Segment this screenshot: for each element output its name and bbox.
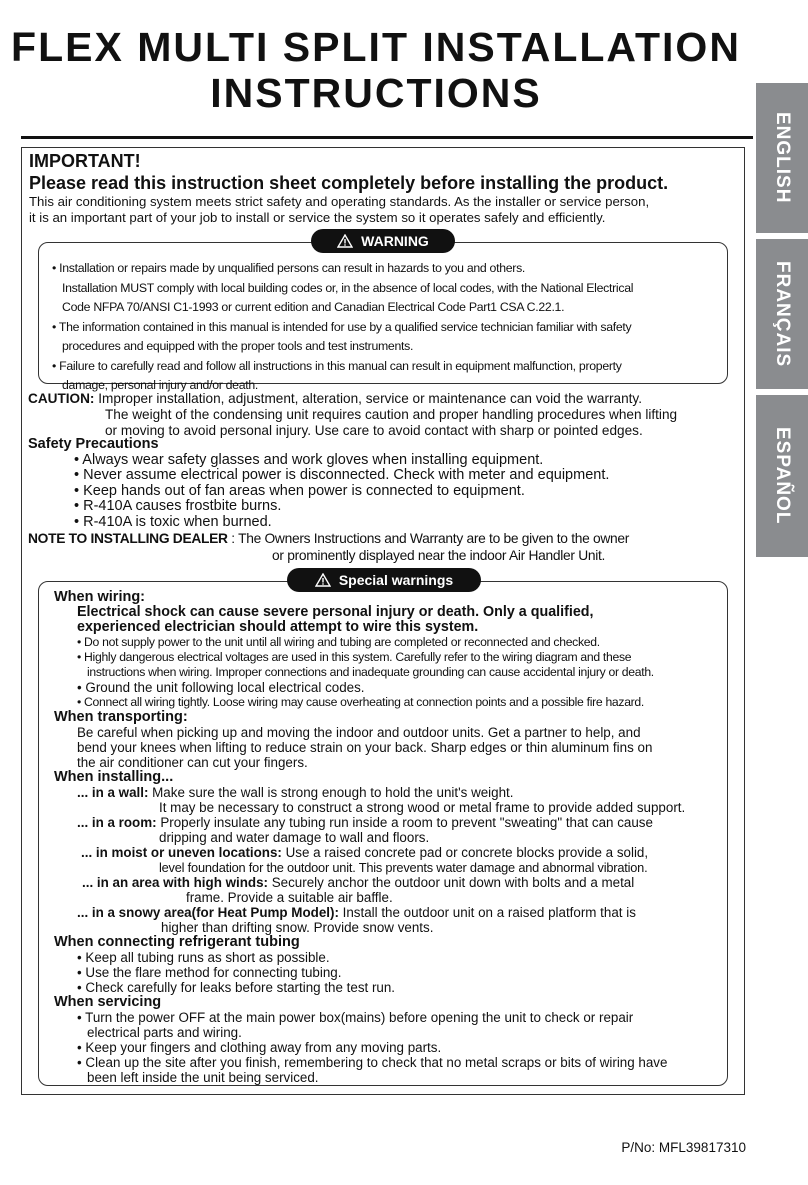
note-text: or prominently displayed near the indoor Air Handler Unit. [272, 548, 606, 563]
list-item: • R-410A causes frostbite burns. [74, 498, 282, 514]
list-item [52, 358, 724, 395]
warning-text: • Failure to carefully read and follow all instructions in this manual can result in equipment malfunction, property [52, 358, 622, 373]
title-rule [21, 136, 753, 139]
list-item: • Connect all wiring tightly. Loose wiring may cause overheating at connection points and a possible fire hazard. [77, 695, 644, 709]
install-text: Use a raised concrete pad or concrete blocks provide a solid, [281, 845, 649, 860]
install-item [54, 905, 726, 920]
list-item: • R-410A is toxic when burned. [74, 513, 272, 530]
section-heading: When transporting: [54, 709, 188, 725]
install-text: level foundation for the outdoor unit. This prevents water damage and abnormal vibration. [159, 860, 648, 875]
install-text: Properly insulate any tubing run inside a room to prevent "sweating" that can cause [156, 815, 653, 830]
wiring-subheading: Electrical shock can cause severe personal injury or death. Only a qualified, [77, 604, 594, 620]
list-item: • Keep your fingers and clothing away from any moving parts. [77, 1040, 442, 1055]
warning-label: WARNING [361, 233, 429, 249]
caution-label: CAUTION: [28, 391, 95, 406]
section-heading: When installing... [54, 769, 174, 785]
caution-text: Improper installation, adjustment, alteration, service or maintenance can void the warranty. [94, 391, 642, 406]
install-text: Securely anchor the outdoor unit down with bolts and a metal [268, 875, 635, 890]
list-item: • Keep all tubing runs as short as possible. [77, 950, 330, 965]
warning-text: damage, personal injury and/or death. [62, 378, 259, 392]
special-warnings-content [54, 590, 726, 1085]
paragraph-line: bend your knees when lifting to reduce strain on your back. Sharp edges or thin aluminum fins on [77, 740, 653, 755]
warning-text: Installation MUST comply with local building codes or, in the absence of local codes, with the National Electrical [62, 280, 634, 295]
section-heading: When servicing [54, 994, 162, 1010]
paragraph-line: Be careful when picking up and moving the indoor and outdoor units. Get a partner to help, and [77, 725, 641, 740]
warning-list [52, 260, 724, 397]
install-label: ... in an area with high winds: [82, 875, 268, 890]
wiring-subheading: experienced electrician should attempt to wire this system. [77, 619, 479, 635]
install-item [54, 815, 726, 830]
list-item: • Clean up the site after you finish, remembering to check that no metal scraps or bits of wiring have [77, 1055, 668, 1070]
safety-heading: Safety Precautions [28, 436, 159, 452]
tab-english[interactable]: ENGLISH [756, 83, 808, 233]
tab-francais[interactable]: FRANÇAIS [756, 239, 808, 389]
warning-text: • Installation or repairs made by unqualified persons can result in hazards to you and others. [52, 261, 526, 275]
paragraph-line: the air conditioner can cut your fingers. [77, 755, 308, 770]
list-item: electrical parts and wiring. [87, 1025, 242, 1040]
install-label: ... in a snowy area(for Heat Pump Model): [77, 905, 339, 920]
important-heading: IMPORTANT! [29, 151, 141, 171]
special-warnings-badge [287, 568, 481, 592]
caution-text: The weight of the condensing unit requires caution and proper handling procedures when lifting [105, 407, 678, 422]
page-title [0, 24, 752, 116]
install-label: ... in a room: [77, 815, 157, 830]
install-item [54, 845, 726, 860]
list-item: • Check carefully for leaks before starting the test run. [77, 980, 396, 995]
list-item: • Do not supply power to the unit until all wiring and tubing are completed or reconnected and checked. [77, 635, 600, 649]
list-item: • Never assume electrical power is disconnected. Check with meter and equipment. [74, 467, 610, 483]
section-heading: When wiring: [54, 589, 146, 605]
list-item [52, 260, 724, 317]
note-text: : The Owners Instructions and Warranty are to be given to the owner [227, 531, 630, 546]
caution-section [28, 391, 748, 439]
important-line: This air conditioning system meets strict safety and operating standards. As the installer or service person, [29, 194, 650, 209]
warning-triangle-icon [315, 573, 331, 587]
list-item: • Use the flare method for connecting tubing. [77, 965, 342, 980]
install-text: It may be necessary to construct a strong wood or metal frame to provide added support. [159, 800, 686, 815]
install-text: Make sure the wall is strong enough to hold the unit's weight. [148, 785, 514, 800]
install-item [54, 875, 726, 890]
install-item [54, 785, 726, 800]
warning-badge [311, 229, 455, 253]
list-item: instructions when wiring. Improper connections and inadequate grounding can cause accidental injury or death. [87, 665, 654, 679]
important-line: it is an important part of your job to install or service the system so it operates safely and efficiently. [29, 210, 606, 225]
install-text: Install the outdoor unit on a raised platform that is [338, 905, 636, 920]
warning-triangle-icon [337, 234, 353, 248]
list-item: • Keep hands out of fan areas when power is connected to equipment. [74, 482, 525, 499]
install-label: ... in moist or uneven locations: [81, 845, 282, 860]
section-heading: When connecting refrigerant tubing [54, 934, 300, 950]
warning-text: Code NFPA 70/ANSI C1-1993 or current edition and Canadian Electrical Code Part1 CSA C.22.1. [62, 300, 565, 314]
important-subheading: Please read this instruction sheet completely before installing the product. [29, 173, 669, 193]
warning-text: • The information contained in this manual is intended for use by a qualified service technician familiar with safety [52, 319, 632, 334]
language-tabs [756, 83, 808, 563]
warning-text: procedures and equipped with the proper tools and test instruments. [62, 339, 414, 353]
safety-section [28, 437, 748, 530]
list-item: been left inside the unit being serviced. [87, 1070, 319, 1085]
list-item: • Ground the unit following local electrical codes. [77, 680, 365, 695]
note-label: NOTE TO INSTALLING DEALER [28, 531, 228, 546]
caution-text: or moving to avoid personal injury. Use care to avoid contact with sharp or pointed edges. [105, 423, 643, 438]
install-label: ... in a wall: [77, 785, 149, 800]
part-number: P/No: MFL39817310 [621, 1140, 746, 1155]
list-item [52, 319, 724, 356]
special-warnings-label: Special warnings [338, 572, 454, 588]
install-text: frame. Provide a suitable air baffle. [186, 890, 393, 905]
install-text: dripping and water damage to wall and floors. [159, 830, 430, 845]
install-text: higher than drifting snow. Provide snow vents. [161, 920, 434, 935]
important-section [29, 150, 739, 226]
list-item: • Always wear safety glasses and work gloves when installing equipment. [74, 451, 544, 468]
title-line-1: FLEX MULTI SPLIT INSTALLATION [11, 24, 741, 70]
note-section [28, 530, 748, 564]
list-item: • Highly dangerous electrical voltages are used in this system. Carefully refer to the wiring diagram and these [77, 650, 632, 664]
tab-espanol[interactable]: ESPAÑOL [756, 395, 808, 557]
title-line-2: INSTRUCTIONS [210, 70, 542, 116]
list-item: • Turn the power OFF at the main power box(mains) before opening the unit to check or repair [77, 1010, 634, 1025]
